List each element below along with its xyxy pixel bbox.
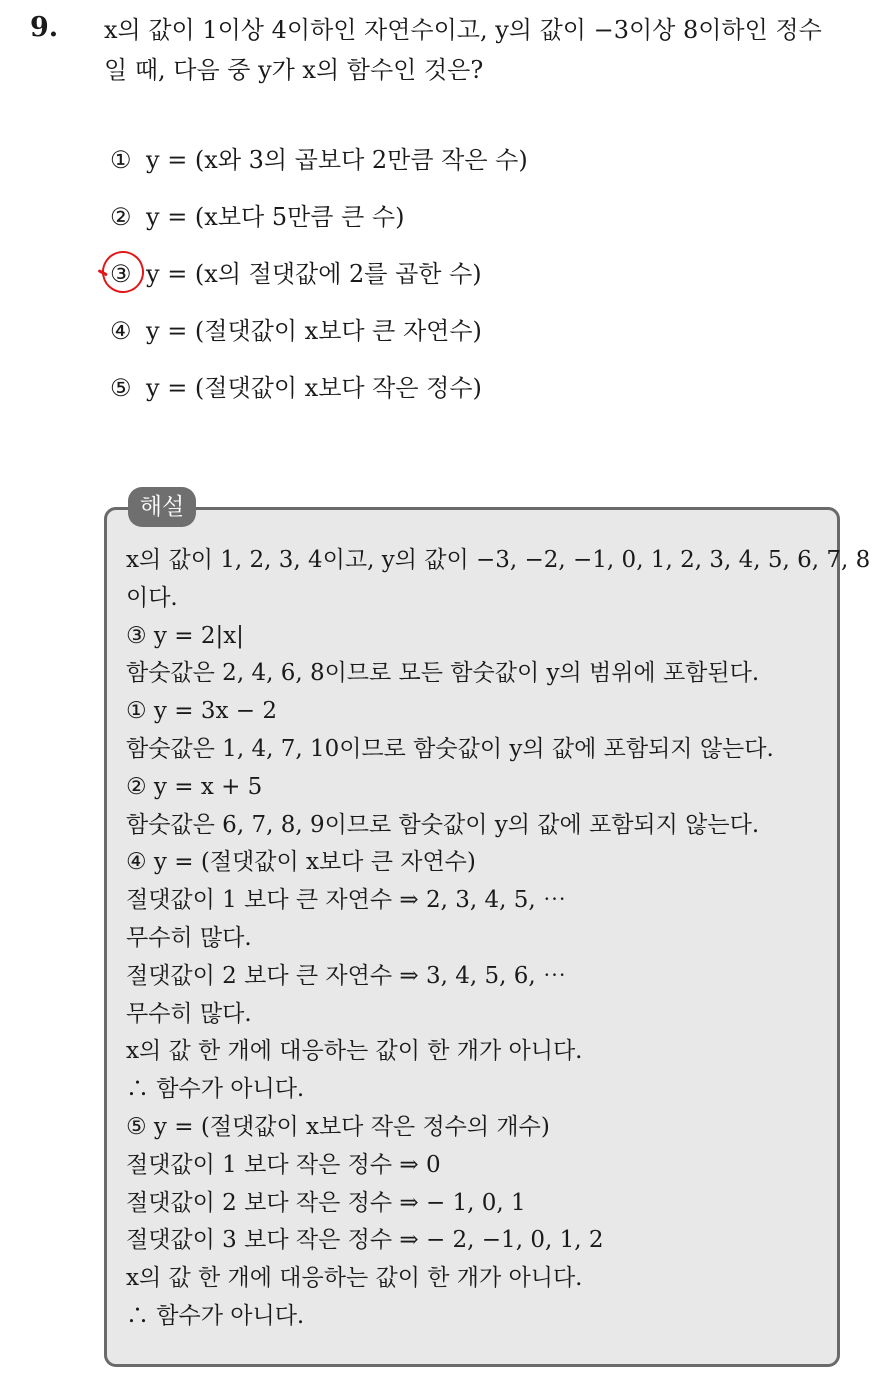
solution-line: 무수히 많다. — [126, 1000, 252, 1027]
option-text: y = (x의 절댓값에 2를 곱한 수) — [146, 260, 482, 288]
option-text: y = (x와 3의 곱보다 2만큼 작은 수) — [146, 146, 528, 174]
option-number: ④ — [110, 317, 132, 345]
solution-line: ∴ 함수가 아니다. — [126, 1302, 305, 1329]
option-number: ③ — [110, 260, 132, 288]
solution-line: 절댓값이 1 보다 작은 정수 ⇒ 0 — [126, 1151, 441, 1178]
option-4[interactable] — [110, 311, 482, 351]
option-number: ⑤ — [110, 374, 132, 402]
option-1[interactable] — [110, 140, 528, 180]
question-line: x의 값이 1이상 4이하인 자연수이고, y의 값이 −3이상 8이하인 정수 — [104, 16, 822, 44]
solution-line: 무수히 많다. — [126, 924, 252, 951]
solution-line: 절댓값이 2 보다 작은 정수 ⇒ − 1, 0, 1 — [126, 1189, 526, 1216]
solution-line: ④ y = (절댓값이 x보다 큰 자연수) — [126, 849, 476, 876]
solution-line: 절댓값이 1 보다 큰 자연수 ⇒ 2, 3, 4, 5, ⋯ — [126, 887, 566, 914]
question-line: 일 때, 다음 중 y가 x의 함수인 것은? — [104, 56, 484, 84]
option-3[interactable] — [110, 254, 482, 294]
solution-label: 해설 — [128, 487, 196, 527]
solution-line: 절댓값이 2 보다 큰 자연수 ⇒ 3, 4, 5, 6, ⋯ — [126, 962, 566, 989]
solution-line: 이다. — [126, 584, 178, 611]
solution-line: ∴ 함수가 아니다. — [126, 1076, 305, 1103]
option-number: ② — [110, 203, 132, 231]
solution-line: 함숫값은 1, 4, 7, 10이므로 함숫값이 y의 값에 포함되지 않는다. — [126, 735, 774, 762]
solution-line: 함숫값은 2, 4, 6, 8이므로 모든 함숫값이 y의 범위에 포함된다. — [126, 660, 760, 687]
solution-line: x의 값 한 개에 대응하는 값이 한 개가 아니다. — [126, 1265, 583, 1292]
option-2[interactable] — [110, 197, 404, 237]
solution-line: ① y = 3x − 2 — [126, 698, 277, 725]
option-number: ① — [110, 146, 132, 174]
option-text: y = (절댓값이 x보다 큰 자연수) — [146, 317, 482, 345]
option-5[interactable] — [110, 368, 482, 408]
solution-line: x의 값이 1, 2, 3, 4이고, y의 값이 −3, −2, −1, 0, 1, 2, 3, 4, 5, 6, 7, 8 — [126, 547, 871, 573]
question-number: 9. — [30, 12, 59, 43]
solution-line: ③ y = 2|x| — [126, 622, 244, 649]
option-text: y = (절댓값이 x보다 작은 정수) — [146, 374, 482, 402]
solution-text — [126, 542, 871, 1336]
solution-line: x의 값 한 개에 대응하는 값이 한 개가 아니다. — [126, 1038, 583, 1065]
solution-line: ⑤ y = (절댓값이 x보다 작은 정수의 개수) — [126, 1113, 550, 1140]
question-text — [104, 10, 864, 90]
solution-line: 함숫값은 6, 7, 8, 9이므로 함숫값이 y의 값에 포함되지 않는다. — [126, 811, 760, 838]
solution-line: ② y = x + 5 — [126, 773, 263, 800]
option-text: y = (x보다 5만큼 큰 수) — [146, 203, 405, 231]
solution-line: 절댓값이 3 보다 작은 정수 ⇒ − 2, −1, 0, 1, 2 — [126, 1227, 604, 1254]
